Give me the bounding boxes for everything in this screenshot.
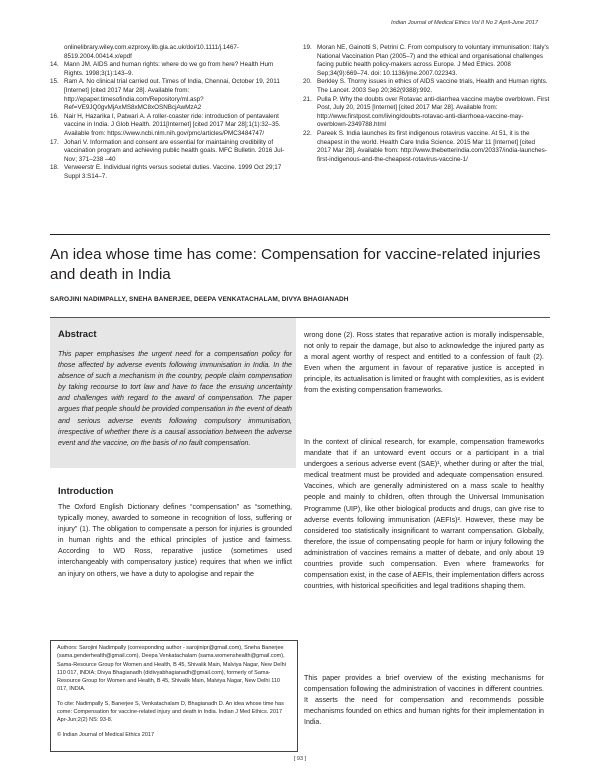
author-notes [57,644,291,739]
section-divider [50,234,550,235]
reference-item [303,130,550,164]
reference-text: Verweerstr E. Individual rights versus societal duties. Vaccine. 1999 Oct 29;17 Suppl 3:S14–7. [64,164,282,180]
author-list: SAROJINI NADIMPALLY, SNEHA BANERJEE, DEEPA VENKATACHALAM, DIVYA BHAGIANADH [50,296,349,303]
reference-number: 17. [50,138,59,146]
reference-number: 15. [50,78,59,86]
reference-item [50,44,290,61]
article-title: An idea whose time has come: Compensation for vaccine-related injuries and death in India [50,246,541,283]
reference-text: Nair H, Hazarika I, Patwari A. A roller-coaster ride: introduction of pentavalent vaccine in India. J Glob Health. 2011[Internet] [cited 2017 Mar 28];1(1):32–35. Available from: https://www.ncbi.nlm.nih.gov/pmc/articles/PMC3484747/ [64,112,281,137]
references-left-column [50,44,290,182]
body-paragraph-1: wrong done (2). Ross states that reparative action is morally indispensable, not only to repair the damage, but also to acknowledge the injured party as a moral agent worthy of respect and entitled to a confession of fault (2). Even when the argument in favour of reparative justice is accepted in principle, its actualisation is limited or fraught with complexities, as is evident from the existing compensation frameworks. [304,331,544,395]
reference-number: 19. [303,44,312,51]
reference-number: 14. [50,61,59,69]
reference-text: Mann JM. AIDS and human rights: where do we go from here? Health Hum Rights. 1998;3(1):143–9. [64,61,274,77]
body-paragraph-3: This paper provides a brief overview of the existing mechanisms for compensation following the administration of vaccines in different countries. It asserts the need for compensation and recommends possible mechanisms founded on ethics and human rights for their implementation in India. [304,674,544,727]
abstract-text: This paper emphasises the urgent need for a compensation policy for those affected by adverse events following immunisation in India. In the absence of such a mechanism in the country, people claim compensation by taking recourse to tort law and have to face the ensuing uncertainty and challenges with regard to the award of compensation. The paper argues that people should be provided compensation in the event of death and serious adverse events following compulsory immunisation, irrespective of whether there is a causal association between the adverse event and the vaccine, on the basis of no fault compensation. [58,350,292,447]
reference-number: 16. [50,112,59,120]
citation-note: To cite: Nadimpally S, Banerjee S, Venkatachalam D, Bhagianadh D. An idea whose time has come: Compensation for vaccine-related injury and death in India. Indian J Med Ethics. 2017 Apr-Jun;2(2) NS: 93-8. [57,700,284,724]
reference-item [50,78,290,112]
reference-text: Berkley S. Thorny issues in ethics of AIDS vaccine trials, Health and Human rights. The Lancet. 2003 Sep 20;362(9388):992. [317,78,548,94]
reference-item [50,113,290,139]
abstract-heading: Abstract [58,329,97,340]
journal-header: Indian Journal of Medical Ethics Vol II No 2 April-June 2017 [391,20,538,26]
references-right-column [303,44,550,164]
reference-number: 21. [303,95,312,103]
copyright-note: © Indian Journal of Medical Ethics 2017 [57,731,154,738]
reference-number: 22. [303,129,312,137]
reference-text: Pulla P. Why the doubts over Rotavac anti-diarrhea vaccine maybe overblown. First Post, July 20, 2015 [Internet] [cited 2017 Mar 28]. Available from: http://www.firstpost.com/living/doubts-rotavac-anti-diarrhoea-vaccine-may-overblown-2349788.html [317,95,550,129]
introduction-heading: Introduction [58,486,114,497]
reference-number: 20. [303,78,312,86]
introduction-text: The Oxford English Dictionary defines “compensation” as “something, typically money, awarded to someone in recognition of loss, suffering or injury” (1). The obligation to compensate a person for injuries is grounded in human rights and the ethical principles of justice and fairness. According to WD Ross, reparative justice (sometimes used interchangeably with compensatory justice) requires that when we inflict an injury on others, we have a duty to apologise and repair the [58,503,292,578]
reference-number: 18. [50,164,59,172]
reference-text: Johari V. Information and consent are essential for maintaining credibility of vaccination program and achieving public health goals. MFC Bulletin. 2016 Jul-Nov; 371–238 –40 [64,138,285,163]
reference-text: Pareek S. India launches its first indigenous rotavirus vaccine. At 51, it is the cheapest in the world. Health Care India Science. 2015 Mar 11 [Internet] [cited 2017 Mar 28]. Available from: http://www.thebetterindia.com/20337/india-launches-first-indigenous-and-the-cheapest-rotavirus-vaccine-1/ [317,129,547,163]
page-number: [ 93 ] [293,756,307,762]
reference-item [50,139,290,165]
reference-item [303,96,550,130]
reference-text: Moran NE, Gainotti S, Petrini C. From compulsory to voluntary immunisation: Italy's National Vaccination Plan (2005–7) and the ethical and organisational challenges facing public health policy-makers across Europe. J Med Ethics. 2008 Sep;34(9):669–74. doi: 10.1136/jme.2007.022343. [317,44,549,77]
reference-text: Ram A. No clinical trial carried out. Times of India, Chennai, October 19, 2011 [Internet] [cited 2017 Mar 28]. Available from: http://epaper.timesofindia.com/Repository/ml.asp?Ref=VE9JQ0gvMjAxMS8xMC8xOSNBcjAwMzA2 [64,78,280,112]
author-affiliations: Authors: Sarojini Nadimpally (corresponding author - sarojinipr@gmail.com), Sneha Banerjee (sama.genderhealth@gmail.com), Deepa Venkatachalam (sama.womenshealth@gmail.com), Sama-Resource Group for Women and Health, B 45, Shivalik Main, Malviya Nagar, New Delhi 110 017, INDIA; Divya Bhagianadh (didivyabhagianadh@gmail.com), formerly of Sama-Resource Group for Women and Health, B 45, Shivalik Main, Malviya Nagar, New Delhi 110 017, INDIA. [57,645,286,693]
reference-text: onlinelibrary.wiley.com.ezproxy.lib.gla.ac.uk/doi/10.1111/j.1467-8519.2004.00414.x/epdf [64,44,240,60]
reference-item [303,78,550,95]
reference-item [50,164,290,181]
reference-item [303,44,550,78]
body-paragraph-2: In the context of clinical research, for example, compensation frameworks mandate that if an untoward event occurs or a participant in a trial undergoes a serious adverse event (SAE)¹, whether during or after the trial, medical treatment must be provided and adequate compensation ensured. Vaccines, which are generally administered on a mass scale to healthy people and mainly to children, often through the Universal Immunisation Programme (UIP), like other biological products and drugs, can give rise to adverse events following immunisation (AEFIs)². However, these may be considered too statistically insignificant to warrant compensation. Globally, therefore, the issue of compensating people for harm or injury following the administration of vaccines remains a matter of debate, and only about 19 countries provide such compensation. Even where frameworks for compensation exist, in the case of AEFIs, their implementation differs across countries, with historical specificities and legal traditions shaping them. [304,438,544,591]
reference-item [50,61,290,78]
